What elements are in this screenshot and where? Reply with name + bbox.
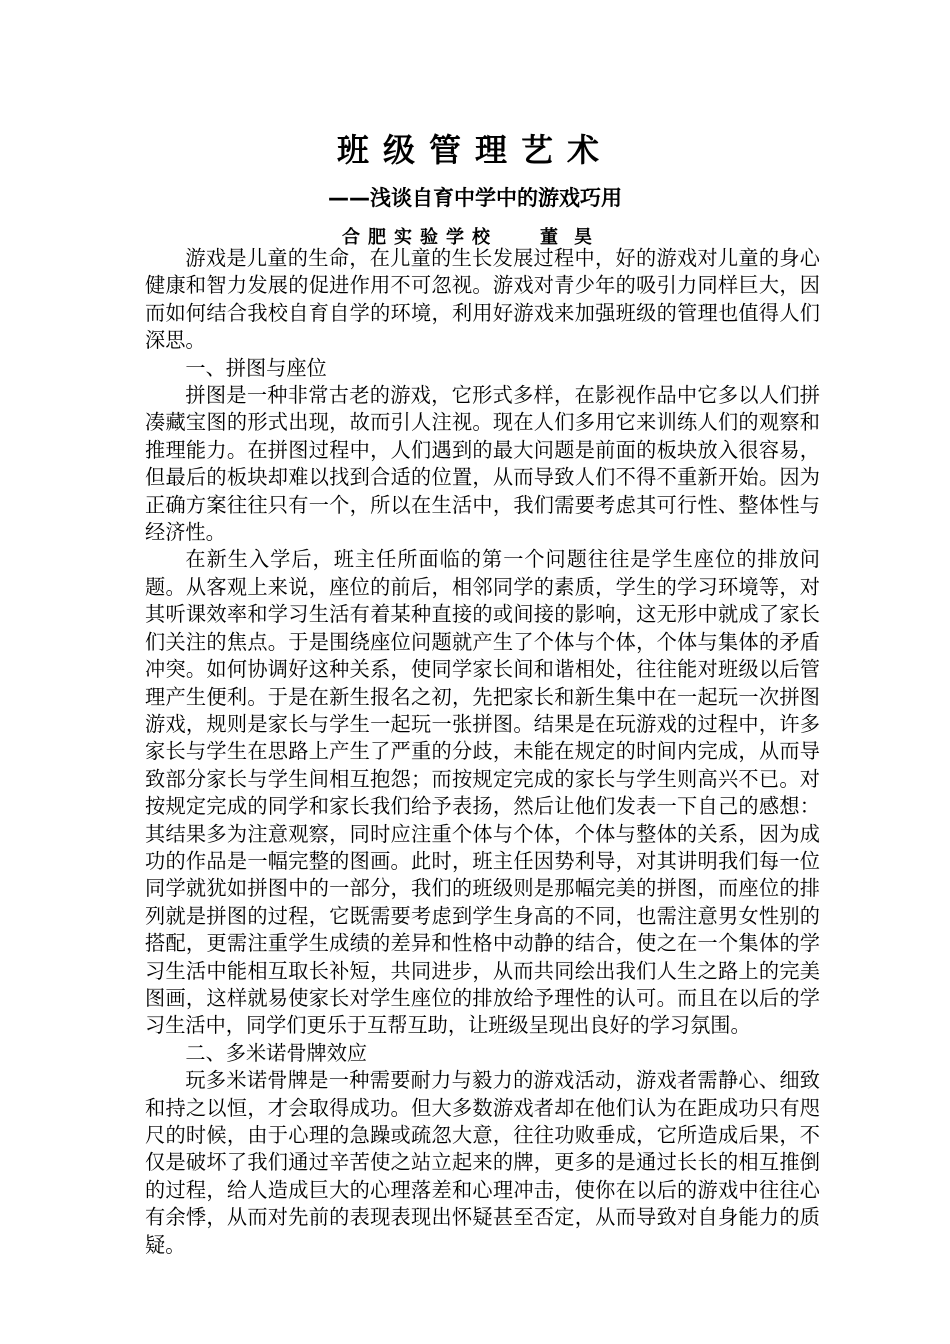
author-name: 董昊 xyxy=(540,227,608,248)
document-title: 班级管理艺术 xyxy=(336,131,613,169)
puzzle-paragraph: 拼图是一种非常古老的游戏，它形式多样，在影视作品中它多以人们拼凑藏宝图的形式出现，故而引人注视。现在人们多用它来训练人们的观察和推理能力。在拼图过程中，人们遇到的最大问题是前面的板块放入很容易，但最后的板块却难以找到合适的位置，从而导致人们不得不重新开始。因为正确方案往往只有一个，所以在生活中，我们需要考虑其可行性、整体性与经济性。 xyxy=(145,383,820,545)
school-name: 合肥实验学校 xyxy=(342,227,498,248)
article-body xyxy=(145,245,820,1259)
seating-paragraph: 在新生入学后，班主任所面临的第一个问题往往是学生座位的排放问题。从客观上来说，座位的前后，相邻同学的素质，学生的学习环境等，对其听课效率和学习生活有着某种直接的或间接的影响，这无形中就成了家长们关注的焦点。于是围绕座位问题就产生了个体与个体，个体与集体的矛盾冲突。如何协调好这种关系，使同学家长间和谐相处，往往能对班级以后管理产生便利。于是在新生报名之初，先把家长和新生集中在一起玩一次拼图游戏，规则是家长与学生一起玩一张拼图。结果是在玩游戏的过程中，许多家长与学生在思路上产生了严重的分歧，未能在规定的时间内完成，从而导致部分家长与学生间相互抱怨；而按规定完成的家长与学生则高兴不已。对按规定完成的同学和家长我们给予表扬，然后让他们发表一下自己的感想：其结果多为注意观察，同时应注重个体与个体，个体与整体的关系，因为成功的作品是一幅完整的图画。此时，班主任因势利导，对其讲明我们每一位同学就犹如拼图中的一部分，我们的班级则是那幅完美的拼图，而座位的排列就是拼图的过程，它既需要考虑到学生身高的不同，也需注意男女性别的搭配，更需注重学生成绩的差异和性格中动静的结合，使之在一个集体的学习生活中能相互取长补短，共同进步，从而共同绘出我们人生之路上的完美图画，这样就易使家长对学生座位的排放给予理性的认可。而且在以后的学习生活中，同学们更乐于互帮互助，让班级呈现出良好的学习氛围。 xyxy=(145,547,820,1038)
document-subtitle: ——浅谈自育中学中的游戏巧用 xyxy=(328,186,622,210)
intro-paragraph: 游戏是儿童的生命，在儿童的生长发展过程中，好的游戏对儿童的身心健康和智力发展的促进作用不可忽视。游戏对青少年的吸引力同样巨大，因而如何结合我校自育自学的环境，利用好游戏来加强班级的管理也值得人们深思。 xyxy=(145,246,820,353)
section-heading-domino: 二、多米诺骨牌效应 xyxy=(185,1040,368,1065)
domino-paragraph: 玩多米诺骨牌是一种需要耐力与毅力的游戏活动，游戏者需静心、细致和持之以恒，才会取得成功。但大多数游戏者却在他们认为在距成功只有咫尺的时候，由于心理的急躁或疏忽大意，往往功败垂成，它所造成后果，不仅是破坏了我们通过辛苦使之站立起来的牌，更多的是通过长长的相互推倒的过程，给人造成巨大的心理落差和心理冲击，使你在以后的游戏中往往心有余悸，从而对先前的表现表现出怀疑甚至否定，从而导致对自身能力的质疑。 xyxy=(145,1068,820,1257)
section-heading-puzzle: 一、拼图与座位 xyxy=(185,355,327,380)
